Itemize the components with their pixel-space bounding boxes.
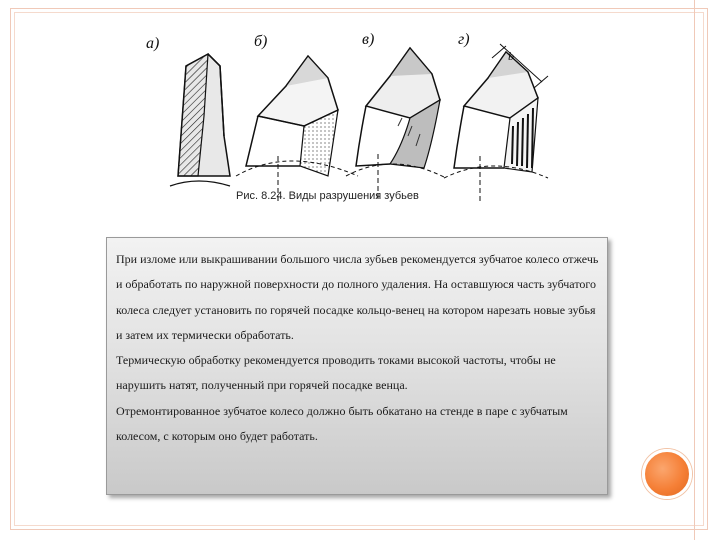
figure-caption-number: Рис. 8.24. [236, 190, 286, 202]
gear-teeth-figure [128, 26, 564, 214]
tooth-v-wear [346, 48, 446, 202]
orange-circle-decoration [642, 449, 692, 499]
paragraph-1: При изломе или выкрашивании большого числа зубьев рекомендуется зубчатое колесо отжечь и обработать по наружной поверхности до полного удаления. На оставшуюся часть зубчатого колеса следует установить по горячей посадке кольцо-венец на котором нарезать новые зубья и затем их термически обработать. [116, 252, 599, 342]
label-a: а) [146, 35, 160, 52]
dimension-label-b: b [508, 49, 514, 63]
paragraph-3: Отремонтированное зубчатое колесо должно быть обкатано на стенде в паре с зубчатым колесом, с которым оно будет работать. [116, 403, 568, 444]
tooth-b-pitting [236, 56, 358, 202]
text-block [106, 237, 608, 495]
label-v: в) [362, 31, 375, 48]
paragraph-2: Термическую обработку рекомендуется проводить токами высокой частоты, чтобы не нарушить натят, полученный при горячей посадке венца. [116, 353, 556, 393]
gear-teeth-drawing [128, 26, 564, 214]
figure-caption-text: Виды разрушения зубьев [288, 190, 419, 202]
label-g: г) [458, 31, 470, 48]
right-border-line [694, 0, 695, 540]
tooth-a-fracture [170, 54, 230, 186]
figure-caption [236, 190, 476, 210]
tooth-g-scoring [444, 44, 548, 202]
label-b: б) [254, 33, 268, 50]
